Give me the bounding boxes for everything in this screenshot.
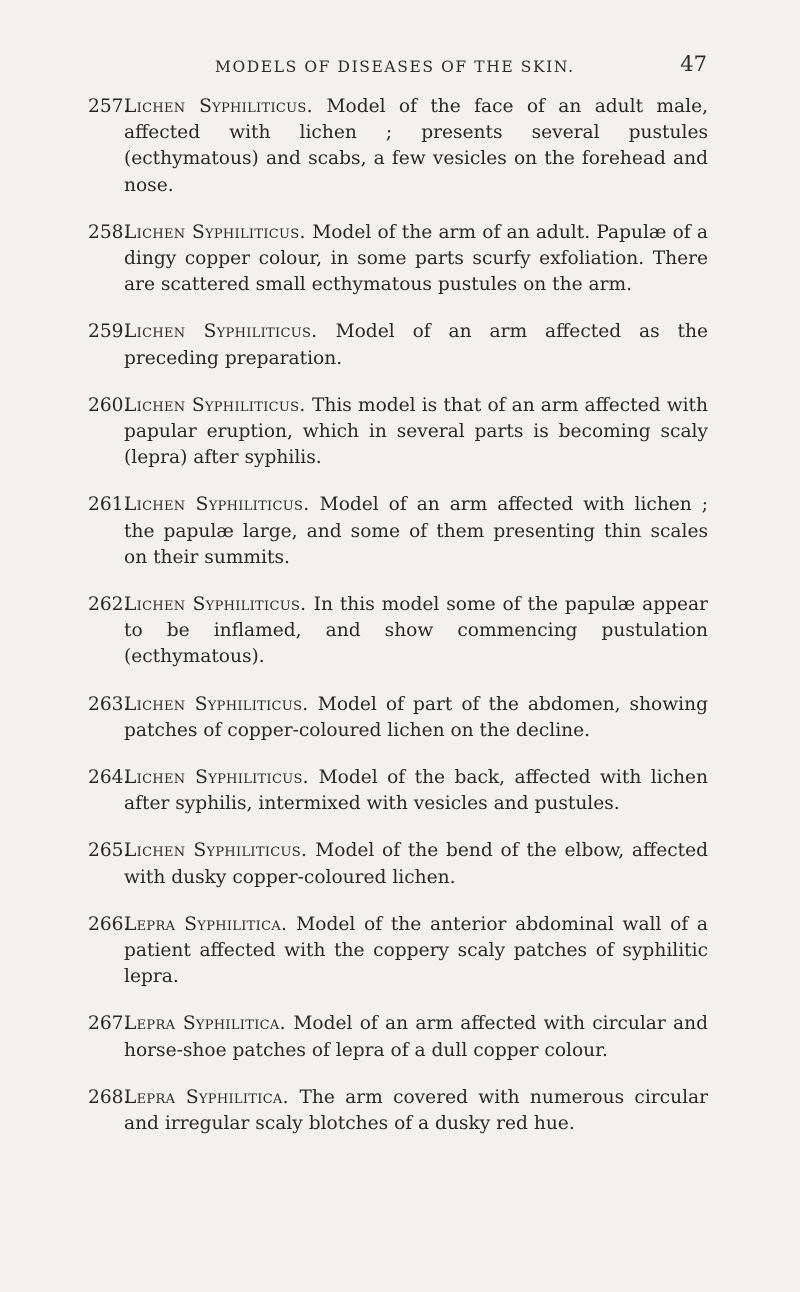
entry-number: 260. — [88, 394, 130, 416]
entry-description: Model of an arm affected as the preceding preparation. — [124, 321, 708, 369]
entry-name: Lichen Syphiliticus. — [124, 767, 319, 789]
catalogue-entry — [0, 1085, 708, 1137]
entry-description: Model of the bend of the elbow, affected with dusky copper-coloured lichen. — [124, 840, 708, 888]
entry-number: 263. — [88, 693, 130, 715]
entry-number: 257. — [88, 96, 130, 117]
entry-number: 264. — [88, 767, 130, 789]
entry-description: Model of the face of an adult male, affected with lichen ; presents several pustules (ecthymatous) and scabs, a few vesicles on the forehead and nose. — [124, 96, 708, 196]
catalogue-entry — [0, 765, 708, 817]
catalogue-entry — [0, 393, 708, 472]
entry-description: Model of an arm affected with lichen ; the papulæ large, and some of them presenting thin scales on their summits. — [124, 494, 708, 568]
entry-description: Model of the anterior abdominal wall of a patient affected with the coppery scaly patches of syphilitic lepra. — [124, 913, 709, 988]
entry-number: 266. — [88, 913, 130, 935]
catalogue-entries — [0, 94, 800, 1137]
entry-name: Lichen Syphiliticus. — [124, 693, 318, 715]
catalogue-entry — [0, 912, 708, 991]
entry-number: 268. — [88, 1086, 130, 1108]
entry-name: Lichen Syphiliticus. — [124, 840, 316, 862]
catalogue-entry — [0, 492, 708, 571]
entry-number: 261. — [88, 494, 130, 516]
entry-description: This model is that of an arm affected with papular eruption, which in several parts is becoming scaly (lepra) after syphilis. — [124, 394, 708, 469]
entry-name: Lepra Syphilitica. — [124, 1086, 300, 1108]
entry-number: 262. — [88, 594, 130, 616]
catalogue-entry — [0, 838, 708, 890]
entry-name: Lichen Syphiliticus. — [124, 96, 327, 117]
entry-description: Model of part of the abdomen, showing patches of copper-coloured lichen on the decline. — [124, 693, 708, 741]
entry-number: 258. — [88, 221, 130, 243]
catalogue-entry — [0, 1011, 708, 1063]
catalogue-entry — [0, 94, 708, 199]
catalogue-entry — [0, 692, 708, 744]
page-number: 47 — [680, 52, 707, 76]
entry-description: The arm covered with numerous circular and irregular scaly blotches of a dusky red hue. — [124, 1086, 708, 1135]
entry-name: Lepra Syphilitica. — [124, 913, 297, 935]
entry-description: Model of the back, affected with lichen after syphilis, intermixed with vesicles and pustules. — [124, 767, 708, 815]
entry-number: 265. — [88, 840, 130, 862]
catalogue-entry — [0, 220, 708, 299]
catalogue-entry — [0, 319, 708, 371]
entry-number: 259. — [88, 321, 130, 343]
entry-name: Lichen Syphiliticus. — [124, 221, 313, 243]
entry-name: Lichen Syphiliticus. — [124, 394, 312, 416]
entry-name: Lepra Syphilitica. — [124, 1013, 294, 1035]
catalogue-entry — [0, 592, 708, 671]
entry-description: In this model some of the papulæ appear to be inflamed, and show commencing pustulation (ecthymatous). — [124, 594, 708, 668]
entry-description: Model of the arm of an adult. Papulæ of a dingy copper colour, in some parts scurfy exfoliation. There are scattered small ecthymatous pustules on the arm. — [124, 221, 708, 296]
running-head: MODELS OF DISEASES OF THE SKIN. — [215, 58, 575, 76]
entry-number: 267. — [88, 1013, 130, 1035]
entry-name: Lichen Syphiliticus. — [124, 594, 314, 616]
entry-name: Lichen Syphiliticus. — [124, 321, 336, 343]
entry-description: Model of an arm affected with circular and horse-shoe patches of lepra of a dull copper colour. — [124, 1013, 708, 1061]
entry-name: Lichen Syphiliticus. — [124, 494, 320, 516]
